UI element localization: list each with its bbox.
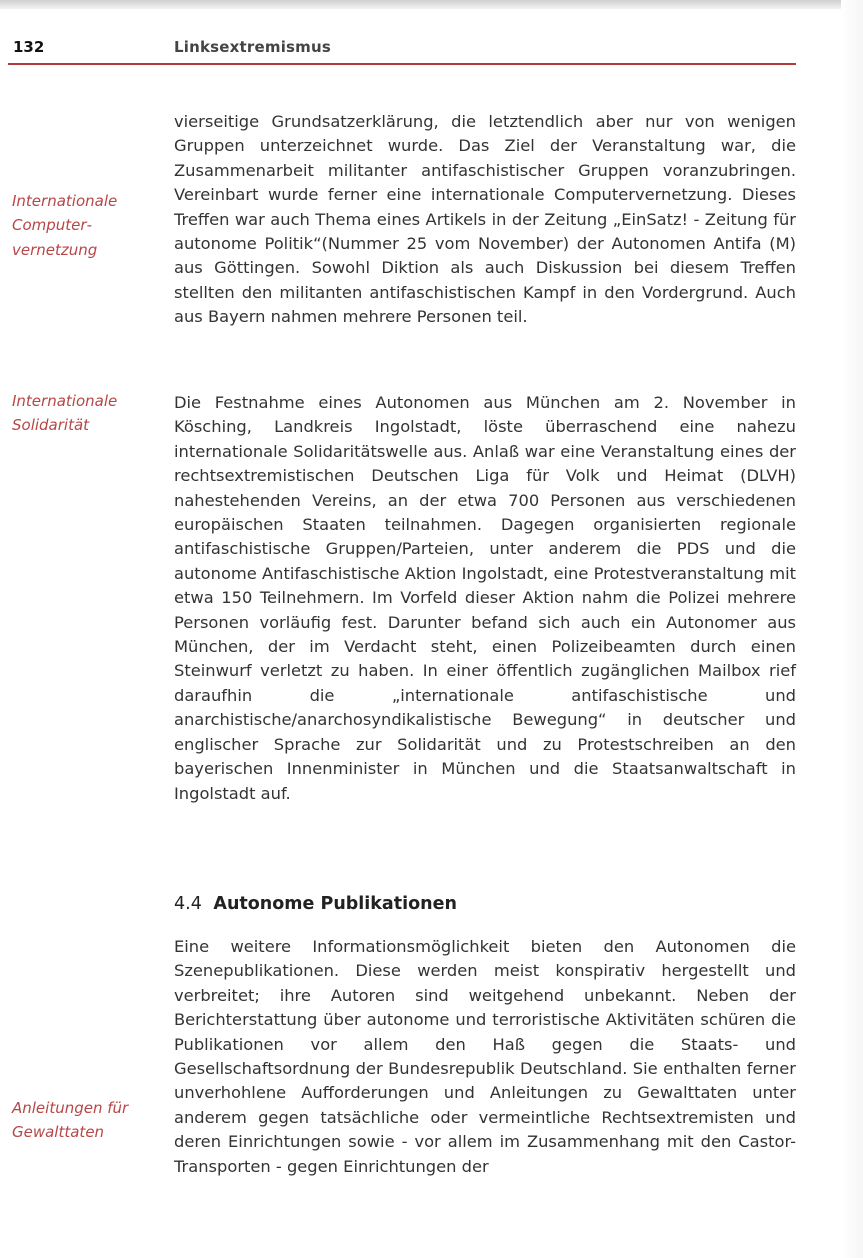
paragraph-2: Die Festnahme eines Autonomen aus München am 2. November in Kösching, Landkreis Ingolstadt, löste überraschend eine nahezu internationale Solidaritätswelle aus. Anlaß war eine Veranstaltung eines der rechtsextremistischen Deutschen Liga für Volk und Heimat (DLVH) nahestehenden Vereins, an der etwa 700 Personen aus verschiedenen europäischen Staaten teilnahmen. Dagegen organisierten regionale antifaschistische Gruppen/Parteien, unter anderem die PDS und die autonome Antifaschistische Aktion Ingolstadt, eine Protestveranstaltung mit etwa 150 Teilnehmern. Im Vorfeld dieser Aktion nahm die Polizei mehrere Personen vorläufig fest. Darunter befand sich auch ein Autonomer aus München, der im Verdacht steht, einen Polizeibeamten durch einen Steinwurf verletzt zu haben. In einer öffentlich zugänglichen Mailbox rief daraufhin die „internationale antifaschistische und anarchistische/anarchosyndikalistische Bewegung“ in deutscher und englischer Sprache zur Solidarität und zu Protestschreiben an den bayerischen Innenminister in München und die Staatsanwaltschaft in Ingolstadt auf. xyxy=(174,393,796,803)
scan-edge-top xyxy=(0,0,863,9)
header-rule xyxy=(8,63,796,65)
section-title: Autonome Publikationen xyxy=(213,894,457,914)
margin-note-international-solidarity: Internationale Solidarität xyxy=(12,392,118,435)
paragraph-1: vierseitige Grundsatzerklärung, die letztendlich aber nur von wenigen Gruppen unterzeichnet wurde. Das Ziel der Veranstaltung war, die Zusammenarbeit militanter antifaschistischer Gruppen voranzubringen. Vereinbart wurde ferner eine internationale Computervernetzung. Dieses Treffen war auch Thema eines Artikels in der Zeitung „EinSatz! - Zeitung für autonome Politik“(Nummer 25 vom November) der Autonomen Antifa (M) aus Göttingen. Sowohl Diktion als auch Diskussion bei diesem Treffen stellten den militanten antifaschistischen Kampf in den Vordergrund. Auch aus Bayern nahmen mehrere Personen teil. xyxy=(174,112,796,327)
page-number: 132 xyxy=(13,38,45,56)
margin-note-violence-instructions: Anleitungen für Gewalttaten xyxy=(12,1099,129,1142)
section-number: 4.4 xyxy=(174,894,202,914)
running-title: Linksextremismus xyxy=(174,38,332,56)
scan-edge-right xyxy=(841,0,863,1258)
margin-note-computer-networking: Internationale Computervernetzung xyxy=(12,192,118,259)
section-heading xyxy=(174,894,457,914)
paragraph-3: Eine weitere Informationsmöglichkeit bieten den Autonomen die Szenepublikationen. Diese werden meist konspirativ hergestellt und verbreitet; ihre Autoren sind weitgehend unbekannt. Neben der Berichterstattung über autonome und terroristische Aktivitäten schüren die Publikationen vor allem den Haß gegen die Staats- und Gesellschaftsordnung der Bundesrepublik Deutschland. Sie enthalten ferner unverhohlene Aufforderungen und Anleitungen zu Gewalttaten unter anderem gegen tatsächliche oder vermeintliche Rechtsextremisten und deren Einrichtungen sowie - vor allem im Zusammenhang mit den Castor-Transporten - gegen Einrichtungen der xyxy=(174,937,796,1176)
